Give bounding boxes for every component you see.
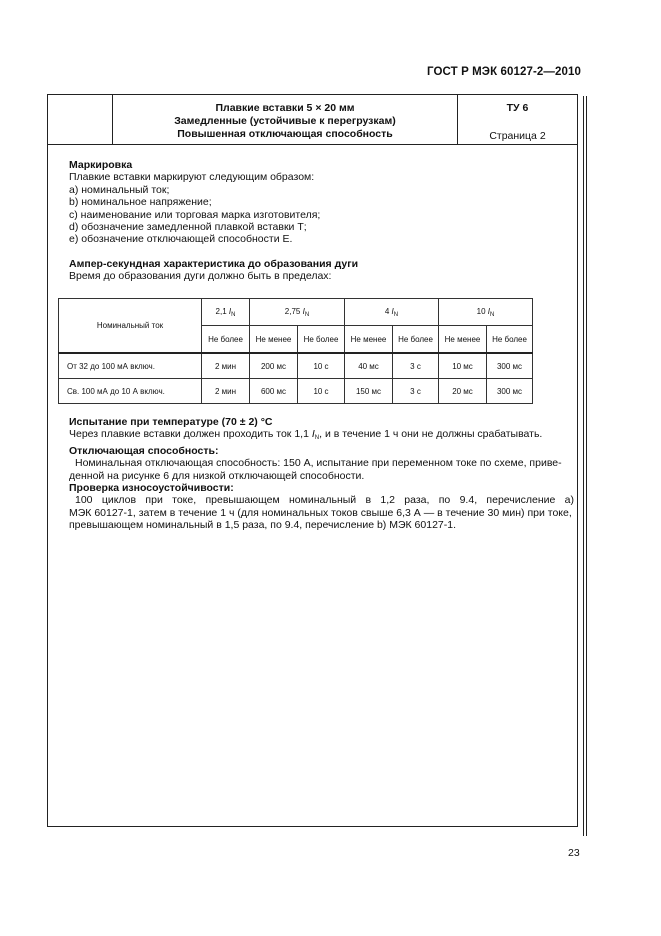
table-group-header: 2,75 $I_N$	[250, 299, 345, 326]
table-cell: 300 мс	[487, 379, 533, 404]
marking-item-d: d) обозначение замедленной плавкой вставки Т;	[69, 221, 307, 234]
endurance-line-2: МЭК 60127-1, затем в течение 1 ч (для номинальных токов свыше 6,3 А — в течение 30 мин) при токе,	[69, 506, 572, 519]
ampere-second-heading: Ампер-секундная характеристика до образования дуги	[69, 257, 359, 270]
document-code: ГОСТ Р МЭК 60127-2—2010	[427, 66, 581, 78]
marking-item-c: c) наименование или торговая марка изготовителя;	[69, 208, 321, 221]
table-cell: 2 мин	[202, 353, 250, 379]
ampere-second-intro: Время до образования дуги должно быть в пределах:	[69, 270, 332, 283]
page-number: 23	[568, 847, 580, 859]
breaking-capacity-heading: Отключающая способность:	[69, 444, 219, 457]
table-row-label: Св. 100 мА до 10 А включ.	[59, 379, 202, 404]
breaking-capacity-line-2: денной на рисунке 6 для низкой отключающей способности.	[69, 469, 365, 482]
marking-heading: Маркировка	[69, 159, 133, 171]
frame-double-rule-outer	[586, 96, 587, 836]
table-group-header: 10 $I_N$	[439, 299, 533, 326]
temperature-test-heading: Испытание при температуре (70 ± 2) °С	[69, 416, 273, 428]
header-title-block	[113, 102, 457, 141]
breaking-capacity-line-1: Номинальная отключающая способность: 150 А, испытание при переменном токе по схеме, приве-	[75, 457, 562, 470]
table-group-header: 4 $I_N$	[345, 299, 439, 326]
table-sub-header: Не более	[202, 326, 250, 354]
table-sub-header: Не более	[393, 326, 439, 354]
table-cell: 10 с	[298, 379, 345, 404]
table-sub-header: Не менее	[250, 326, 298, 354]
sheet-id: ТУ 6	[506, 102, 529, 114]
table-corner-label: Номинальный ток	[59, 299, 202, 354]
temperature-test-body: Через плавкие вставки должен проходить ток 1,1 $I_N$, и в течение 1 ч они не должны срабатывать.	[69, 428, 543, 442]
table-sub-header: Не более	[487, 326, 533, 354]
table-cell: 20 мс	[439, 379, 487, 404]
endurance-line-1: 100 циклов при токе, превышающем номинальный в 1,2 раза, по 9.4, перечисление а)	[75, 494, 574, 507]
requirements-section	[69, 416, 574, 532]
table-sub-header: Не более	[298, 326, 345, 354]
table-row	[59, 379, 533, 404]
marking-item-a: а) номинальный ток;	[69, 183, 170, 196]
header-title-line-2: Замедленные (устойчивые к перегрузкам)	[174, 115, 396, 127]
header-blank-cell	[48, 95, 113, 144]
table-sub-header: Не менее	[345, 326, 393, 354]
header-sheet-block	[458, 102, 577, 143]
marking-item-e: е) обозначение отключающей способности Е.	[69, 233, 293, 246]
table-cell: 200 мс	[250, 353, 298, 379]
table-cell: 40 мс	[345, 353, 393, 379]
table-cell: 3 с	[393, 379, 439, 404]
table-cell: 10 мс	[439, 353, 487, 379]
table-cell: 600 мс	[250, 379, 298, 404]
table-group-header: 2,1 $I_N$	[202, 299, 250, 326]
header-title-line-1: Плавкие вставки 5 × 20 мм	[215, 102, 355, 114]
table-row-label: От 32 до 100 мА включ.	[59, 353, 202, 379]
table-cell: 2 мин	[202, 379, 250, 404]
header-title-line-3: Повышенная отключающая способность	[177, 128, 393, 140]
table-cell: 300 мс	[487, 353, 533, 379]
table-cell: 10 с	[298, 353, 345, 379]
marking-item-b: b) номинальное напряжение;	[69, 196, 212, 209]
frame-double-rule-inner	[583, 96, 584, 836]
table-row	[59, 353, 533, 379]
endurance-line-3: превышающем номинальный в 1,5 раза, по 9.4, перечисление b) МЭК 60127-1.	[69, 519, 457, 532]
table-cell: 3 с	[393, 353, 439, 379]
sheet-header	[48, 95, 577, 145]
sheet-page-label: Страница 2	[489, 130, 546, 142]
marking-section	[69, 159, 574, 283]
table-sub-header: Не менее	[439, 326, 487, 354]
endurance-heading: Проверка износоустойчивости:	[69, 482, 234, 495]
table-cell: 150 мс	[345, 379, 393, 404]
arcing-time-table	[58, 298, 533, 404]
marking-intro: Плавкие вставки маркируют следующим образом:	[69, 171, 315, 184]
table-header-row-1	[59, 299, 533, 326]
